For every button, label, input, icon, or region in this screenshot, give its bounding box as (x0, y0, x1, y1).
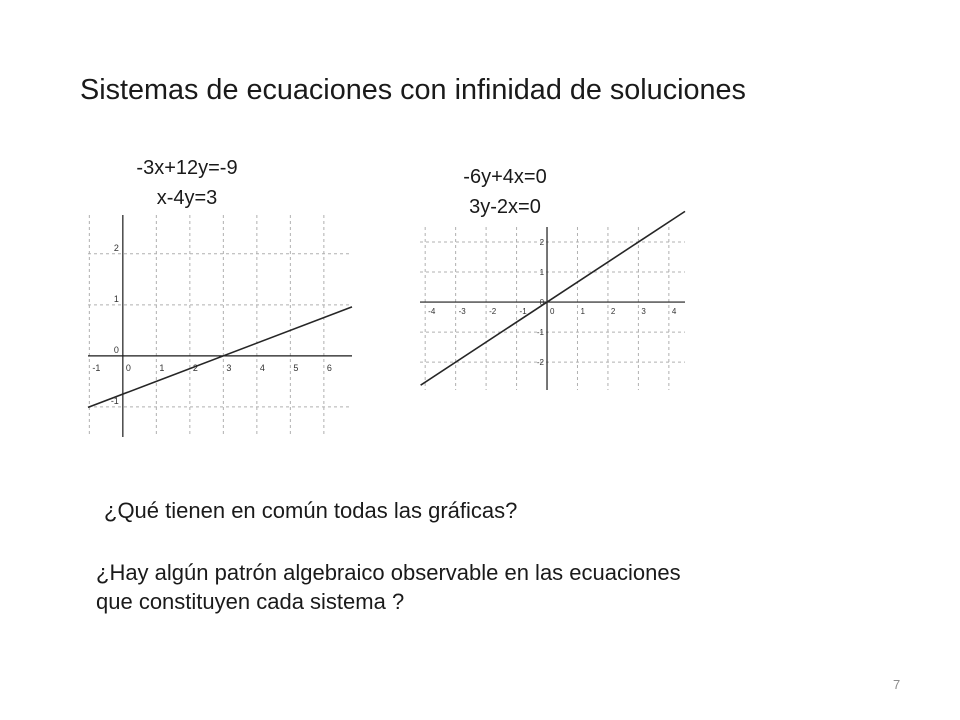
chart-1-y-tick-label: -1 (110, 395, 119, 406)
question-2-line-1: ¿Hay algún patrón algebraico observable en las ecuaciones (96, 560, 681, 585)
chart-2-y-tick-label: 2 (539, 238, 545, 248)
chart-1-series-line (88, 307, 352, 408)
chart-2-y-tick-label: 1 (539, 268, 545, 278)
chart-1-x-tick-label: 5 (293, 362, 299, 373)
chart-2-x-tick-label: 1 (580, 307, 585, 317)
chart-2-y-tick-label: -1 (536, 328, 545, 338)
chart-2-plot (420, 227, 685, 390)
chart-1-equations (102, 153, 272, 213)
chart-1-x-tick-label: 4 (259, 362, 265, 373)
chart-2-y-tick-label: 0 (539, 298, 545, 308)
chart-1-y-tick-label: 2 (113, 242, 119, 253)
chart-2-x-tick-label: 4 (671, 307, 677, 317)
chart-1-x-tick-label: -1 (92, 362, 101, 373)
chart-1-y-tick-label: 0 (113, 344, 119, 355)
chart-1-y-tick-label: 1 (113, 293, 119, 304)
chart-2-x-tick-label: 0 (550, 307, 555, 317)
chart-1-plot (88, 215, 352, 437)
question-1-line-1: ¿Qué tienen en común todas las gráficas? (104, 498, 518, 523)
question-2-line-2: que constituyen cada sistema ? (96, 589, 405, 614)
question-2 (96, 558, 681, 616)
question-1 (104, 496, 517, 525)
chart-1-equation-1: -3x+12y=-9 (136, 157, 238, 179)
chart-1-x-tick-label: 6 (326, 362, 332, 373)
chart-2-series-line (421, 211, 685, 385)
chart-2-x-tick-label: -4 (428, 307, 436, 317)
chart-2-equation-1: -6y+4x=0 (463, 166, 547, 188)
chart-2-y-tick-label: -2 (536, 358, 545, 368)
chart-2-x-tick-label: -2 (489, 307, 497, 317)
chart-2-equation-2: 3y-2x=0 (469, 196, 541, 218)
chart-2-x-tick-label: 2 (610, 307, 616, 317)
slide-title: Sistemas de ecuaciones con infinidad de soluciones (80, 74, 746, 106)
chart-1-x-tick-label: 1 (159, 362, 165, 373)
chart-2-x-tick-label: -3 (458, 307, 466, 317)
chart-2-x-tick-label: -1 (519, 307, 527, 317)
chart-1-x-tick-label: 0 (125, 362, 131, 373)
chart-1-x-tick-label: 3 (226, 362, 232, 373)
chart-2-equations (420, 162, 590, 222)
chart-2-x-tick-label: 3 (641, 307, 646, 317)
chart-1-x-tick-label: 2 (192, 362, 198, 373)
page-number: 7 (893, 677, 901, 692)
chart-1-equation-2: x-4y=3 (156, 187, 218, 209)
